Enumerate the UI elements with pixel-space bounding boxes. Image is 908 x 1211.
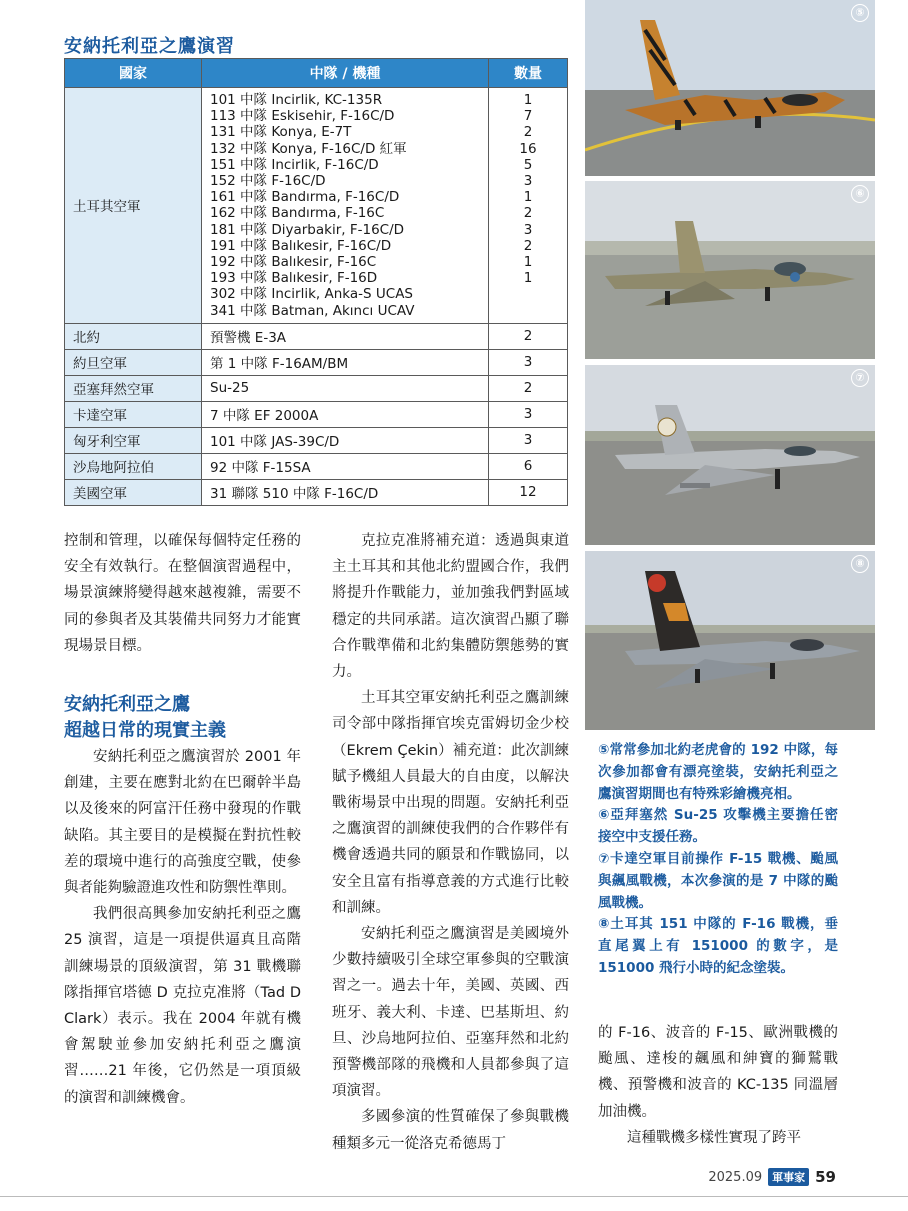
column-2 — [332, 528, 569, 1157]
qty-line: 2 — [523, 124, 533, 141]
qty-line: 2 — [523, 237, 533, 254]
country-cell: 北約 — [65, 323, 202, 349]
unit-line: 341 中隊 Batman, Akıncı UCAV — [210, 302, 415, 319]
photo-su25 — [585, 181, 875, 359]
column-1-body — [64, 744, 301, 1111]
photo-number: ⑤ — [851, 4, 869, 22]
issue-date: 2025.09 — [708, 1169, 763, 1185]
country-cell: 美國空軍 — [65, 479, 202, 505]
qty-cell: 2 — [489, 375, 568, 401]
participants-table — [64, 58, 568, 506]
col2-paragraph: 克拉克准將補充道：透過與東道主土耳其和其他北約盟國合作，我們將提升作戰能力，並加強我們對區域穩定的共同承諾。這次演習凸顯了聯合作戰準備和北約集體防禦態勢的實力。 — [332, 533, 569, 681]
qty-cell: 6 — [489, 453, 568, 479]
table-title: 安納托利亞之鷹演習 — [64, 36, 235, 57]
col3-paragraph: 這種戰機多樣性實現了跨平 — [627, 1129, 801, 1146]
qty-line: 1 — [523, 92, 533, 108]
country-cell: 亞塞拜然空軍 — [65, 375, 202, 401]
country-cell: 土耳其空軍 — [65, 88, 202, 324]
unit-line: 191 中隊 Balıkesir, F-16C/D — [210, 237, 392, 254]
photo-number: ⑧ — [851, 555, 869, 573]
page-footer — [708, 1168, 836, 1186]
unit-cell: 預警機 E-3A — [202, 323, 489, 349]
photo-number: ⑥ — [851, 185, 869, 203]
header-qty: 數量 — [489, 59, 568, 88]
section-heading — [64, 692, 226, 744]
header-country: 國家 — [65, 59, 202, 88]
unit-cell: Su-25 — [202, 375, 489, 401]
photo-tiger-f16 — [585, 0, 875, 176]
table-row — [65, 349, 568, 375]
page-number: 59 — [815, 1168, 836, 1186]
magazine-tag: 軍事家 — [768, 1168, 809, 1186]
col2-paragraph: 安納托利亞之鷹演習是美國境外少數持續吸引全球空軍參與的空戰演習之一。過去十年，美國、英國、西班牙、義大利、卡達、巴基斯坦、約旦、沙烏地阿拉伯、亞塞拜然和北約預警機部隊的飛機和人員都參與了這項演習。 — [332, 926, 569, 1100]
unit-line: 132 中隊 Konya, F-16C/D 紅軍 — [210, 140, 407, 157]
unit-line: 101 中隊 Incirlik, KC-135R — [210, 92, 383, 108]
f16-151-image — [585, 551, 875, 730]
unit-cell: 7 中隊 EF 2000A — [202, 401, 489, 427]
typhoon-image — [585, 365, 875, 545]
table-row — [65, 479, 568, 505]
bottom-divider — [0, 1196, 908, 1197]
column-1 — [64, 528, 301, 659]
col1-paragraph: 安納托利亞之鷹演習於 2001 年創建，主要在應對北約在巴爾幹半島以及後來的阿富汗任務中發現的作戰缺陷。其主要目的是模擬在對抗性較差的環境中進行的高強度空戰，使參與者能夠驗證進攻性和防禦性準則。 — [64, 749, 301, 897]
col3-paragraph: 的 F-16、波音的 F-15、歐洲戰機的颱風、達梭的飆風和紳寶的獅鷲戰機、預警機和波音的 KC-135 同溫層加油機。 — [598, 1025, 838, 1120]
unit-line: 162 中隊 Bandırma, F-16C — [210, 205, 385, 222]
col2-paragraph: 土耳其空軍安納托利亞之鷹訓練司令部中隊指揮官埃克雷姆切金少校（Ekrem Çekin）補充道：此次訓練賦予機組人員最大的自由度，以解決戰術場景中出現的問題。安納托利亞之鷹演習的訓練使我們的合作夥伴有機會透過共同的願景和作戰協同，以安全且富有指導意義的方式進行比較和訓練。 — [332, 690, 569, 916]
caption-7: ⑦卡達空軍目前操作 F-15 戰機、颱風與飆風戰機，本次參演的是 7 中隊的颱風戰機。 — [598, 850, 838, 911]
turkey-units-cell — [202, 88, 489, 324]
qty-line: 1 — [523, 254, 533, 271]
section-heading-line2: 超越日常的現實主義 — [64, 720, 226, 741]
table-row — [65, 453, 568, 479]
turkey-qty-cell — [489, 88, 568, 324]
unit-line: 193 中隊 Balıkesir, F-16D — [210, 270, 378, 287]
tiger-f16-image — [585, 0, 875, 176]
qty-cell: 3 — [489, 427, 568, 453]
table-row — [65, 427, 568, 453]
unit-cell: 101 中隊 JAS-39C/D — [202, 427, 489, 453]
qty-line: 16 — [519, 140, 537, 157]
table-header-row — [65, 59, 568, 88]
qty-cell: 3 — [489, 349, 568, 375]
unit-cell: 第 1 中隊 F-16AM/BM — [202, 349, 489, 375]
col1-intro: 控制和管理，以確保每個特定任務的安全有效執行。在整個演習過程中，場景演練將變得越來越複雜，需要不同的參與者及其裝備共同努力才能實現場景目標。 — [64, 533, 301, 654]
header-unit: 中隊 / 機種 — [202, 59, 489, 88]
table-row — [65, 375, 568, 401]
country-cell: 匈牙利空軍 — [65, 427, 202, 453]
qty-line: 1 — [523, 270, 533, 287]
qty-line: 3 — [523, 173, 533, 190]
section-heading-line1: 安納托利亞之鷹 — [64, 694, 190, 715]
country-cell: 約旦空軍 — [65, 349, 202, 375]
caption-6: ⑥亞拜塞然 Su-25 攻擊機主要擔任密接空中支援任務。 — [598, 807, 838, 846]
col1-paragraph: 我們很高興參加安納托利亞之鷹 25 演習，這是一項提供逼真且高階訓練場景的頂級演習，第 31 戰機聯隊指揮官塔德 D 克拉克准將（Tad D Clark）表示。我在 2004 年就有機會駕駛並參加安納托利亞之鷹演習……21 年後，它仍然是一項頂級的演習和訓練機會。 — [64, 906, 301, 1106]
unit-line: 113 中隊 Eskisehir, F-16C/D — [210, 108, 395, 125]
qty-line: 7 — [523, 108, 533, 125]
country-cell: 卡達空軍 — [65, 401, 202, 427]
qty-cell: 2 — [489, 323, 568, 349]
qty-cell: 3 — [489, 401, 568, 427]
unit-line: 192 中隊 Balıkesir, F-16C — [210, 254, 377, 271]
qty-line: 3 — [523, 221, 533, 238]
table-row-turkey — [65, 88, 568, 324]
col2-paragraph: 多國參演的性質確保了參與戰機種類多元一從洛克希德馬丁 — [332, 1109, 569, 1152]
caption-8: ⑧土耳其 151 中隊的 F-16 戰機，垂直尾翼上有 151000 的數字，是 151000 飛行小時的紀念塗裝。 — [598, 916, 838, 976]
unit-line: 302 中隊 Incirlik, Anka-S UCAS — [210, 286, 414, 303]
qty-cell: 12 — [489, 479, 568, 505]
su25-image — [585, 181, 875, 359]
table-row — [65, 323, 568, 349]
country-cell: 沙烏地阿拉伯 — [65, 453, 202, 479]
photo-151-f16 — [585, 551, 875, 730]
unit-line: 152 中隊 F-16C/D — [210, 173, 326, 190]
unit-line: 131 中隊 Konya, E-7T — [210, 124, 352, 141]
unit-line: 181 中隊 Diyarbakir, F-16C/D — [210, 221, 405, 238]
photo-captions — [598, 740, 838, 980]
qty-line: 2 — [523, 205, 533, 222]
column-3 — [598, 1020, 838, 1151]
qty-line: 5 — [523, 156, 533, 173]
unit-cell: 31 聯隊 510 中隊 F-16C/D — [202, 479, 489, 505]
caption-5: ⑤常常參加北約老虎會的 192 中隊，每次參加都會有漂亮塗裝，安納托利亞之鷹演習期間也有特殊彩繪機亮相。 — [598, 742, 838, 802]
photo-typhoon — [585, 365, 875, 545]
table-row — [65, 401, 568, 427]
qty-line: 1 — [523, 189, 533, 206]
unit-line: 151 中隊 Incirlik, F-16C/D — [210, 156, 379, 173]
unit-line: 161 中隊 Bandırma, F-16C/D — [210, 189, 400, 206]
photo-number: ⑦ — [851, 369, 869, 387]
unit-cell: 92 中隊 F-15SA — [202, 453, 489, 479]
